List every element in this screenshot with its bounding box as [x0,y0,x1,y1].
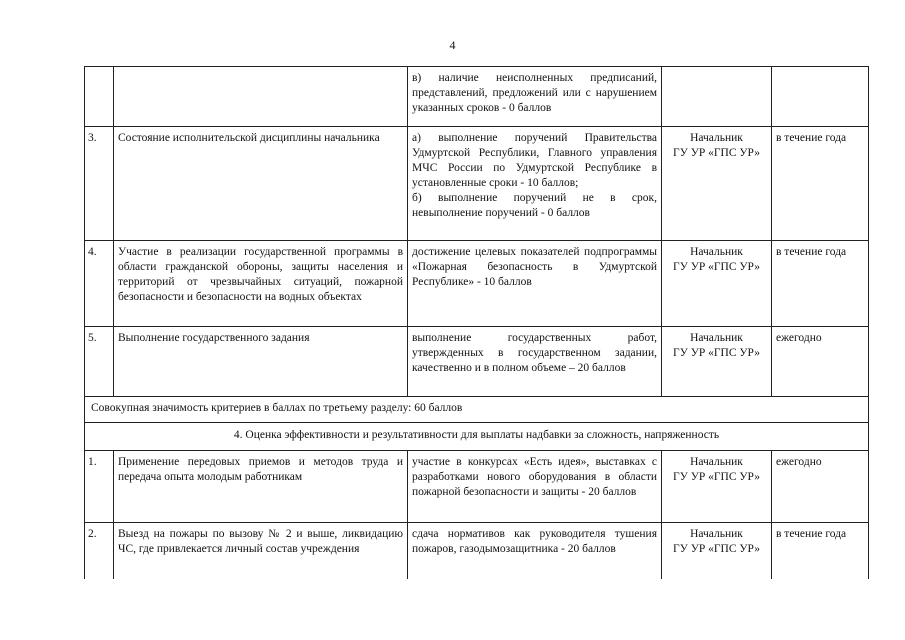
criterion-cell: Выезд на пожары по вызову № 2 и выше, ликвидацию ЧС, где привлекается личный состав учреждения [114,523,408,579]
table-row [85,127,869,241]
criteria-table [84,66,869,579]
indicator-cell: а) выполнение поручений Правительства Удмуртской Республики, Главного управления МЧС России по Удмуртской Республике в установленные сроки - 10 баллов; б) выполнение поручений не в срок, невыполнение поручений - 0 баллов [408,127,662,241]
row-number: 2. [85,523,114,579]
period-cell: ежегодно [772,327,869,397]
responsible-title: Начальник [690,246,743,258]
section-total-row [85,397,869,423]
period-cell: в течение года [772,127,869,241]
table-row [85,241,869,327]
table-row [85,451,869,523]
indicator-cell: в) наличие неисполненных предписаний, представлений, предложений или с нарушением указанных сроков - 0 баллов [408,67,662,127]
section-total: Совокупная значимость критериев в баллах по третьему разделу: 60 баллов [85,397,869,423]
criterion-cell: Состояние исполнительской дисциплины начальника [114,127,408,241]
row-number: 4. [85,241,114,327]
criterion-cell: Выполнение государственного задания [114,327,408,397]
responsible-cell [662,327,772,397]
responsible-cell [662,241,772,327]
indicator-cell: участие в конкурсах «Есть идея», выставках с разработками нового оборудования в области пожарной безопасности и защиты - 20 баллов [408,451,662,523]
row-number: 3. [85,127,114,241]
responsible-title: Начальник [690,332,743,344]
responsible-org: ГУ УР «ГПС УР» [673,347,760,359]
criterion-cell: Применение передовых приемов и методов труда и передача опыта молодым работникам [114,451,408,523]
period-cell: в течение года [772,523,869,579]
responsible-org: ГУ УР «ГПС УР» [673,471,760,483]
row-number [85,67,114,127]
table-row [85,327,869,397]
table-row [85,67,869,127]
indicator-cell: выполнение государственных работ, утвержденных в государственном задании, качественно и в полном объеме – 20 баллов [408,327,662,397]
period-cell: ежегодно [772,451,869,523]
section-heading: 4. Оценка эффективности и результативности для выплаты надбавки за сложность, напряженность [85,423,869,451]
responsible-title: Начальник [690,132,743,144]
period-cell [772,67,869,127]
responsible-cell [662,451,772,523]
responsible-cell [662,127,772,241]
row-number: 5. [85,327,114,397]
criterion-cell [114,67,408,127]
responsible-title: Начальник [690,456,743,468]
responsible-org: ГУ УР «ГПС УР» [673,543,760,555]
row-number: 1. [85,451,114,523]
responsible-cell [662,523,772,579]
indicator-cell: достижение целевых показателей подпрограммы «Пожарная безопасность в Удмуртской Республике» - 10 баллов [408,241,662,327]
page-number: 4 [449,38,456,52]
section-heading-row [85,423,869,451]
responsible-title: Начальник [690,528,743,540]
period-cell: в течение года [772,241,869,327]
responsible-org: ГУ УР «ГПС УР» [673,147,760,159]
responsible-org: ГУ УР «ГПС УР» [673,261,760,273]
table-row [85,523,869,579]
criterion-cell: Участие в реализации государственной программы в области гражданской обороны, защиты населения и территорий от чрезвычайных ситуаций, пожарной безопасности и безопасности на водных объектах [114,241,408,327]
responsible-cell [662,67,772,127]
indicator-cell: сдача нормативов как руководителя тушения пожаров, газодымозащитника - 20 баллов [408,523,662,579]
